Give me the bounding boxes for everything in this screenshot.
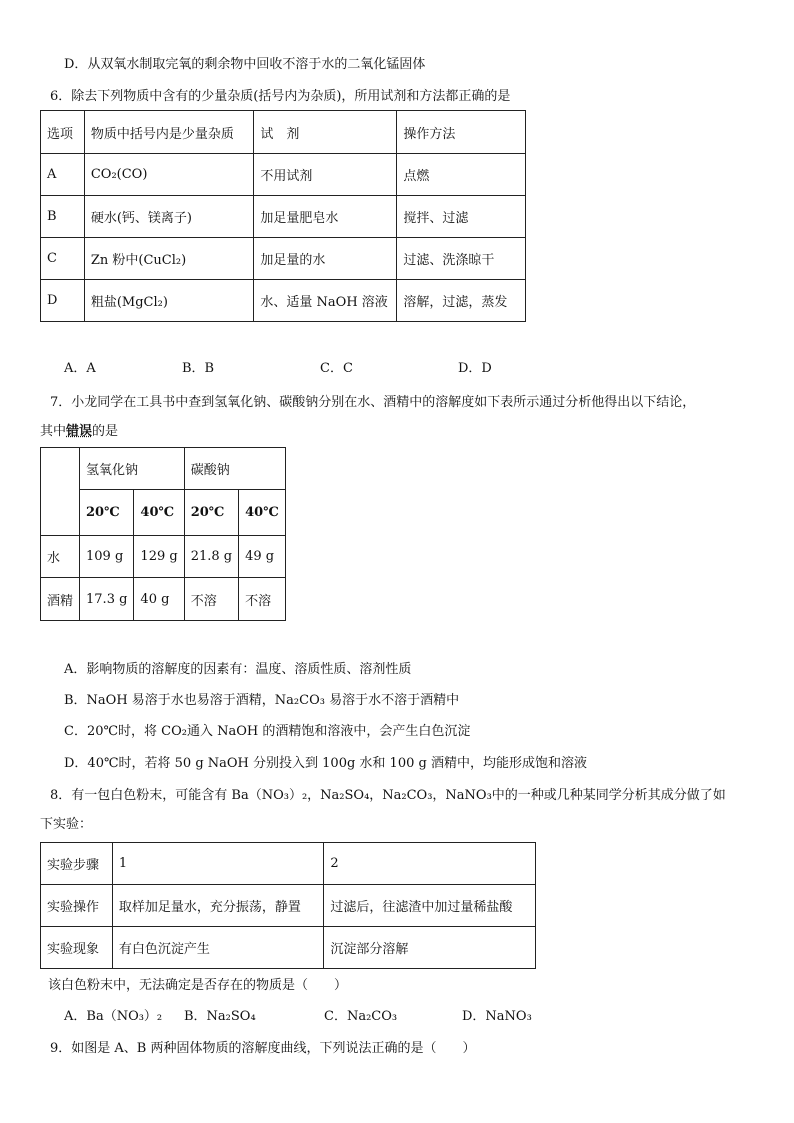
table-header-row xyxy=(41,111,526,154)
table-row xyxy=(41,885,536,927)
table-cell: 1 xyxy=(112,843,324,885)
table-cell: 49 g xyxy=(239,536,286,578)
table-cell: 硬水(钙、镁离子) xyxy=(84,196,254,238)
q7-option-a[interactable]: A．影响物质的溶解度的因素有：温度、溶质性质、溶剂性质 xyxy=(64,662,412,677)
table-cell: D xyxy=(41,280,85,322)
header-cell: 物质中括号内是少量杂质 xyxy=(84,111,254,154)
table-cell: 沉淀部分溶解 xyxy=(324,927,536,969)
header-cell: 试 剂 xyxy=(254,111,397,154)
table-row xyxy=(41,280,526,322)
temp-header: 20℃ xyxy=(80,490,134,536)
q7-option-b[interactable]: B．NaOH 易溶于水也易溶于酒精，Na₂CO₃ 易溶于水不溶于酒精中 xyxy=(64,693,460,708)
table-row xyxy=(41,238,526,280)
group-header: 碳酸钠 xyxy=(184,448,285,490)
q8-options xyxy=(64,1008,532,1026)
option-d[interactable]: D．D xyxy=(458,361,492,376)
q7-stem-prefix: 其中 xyxy=(40,424,67,439)
header-cell: 选项 xyxy=(41,111,85,154)
table-cell: 不溶 xyxy=(239,578,286,621)
table-cell: 129 g xyxy=(134,536,184,578)
table-cell: 21.8 g xyxy=(184,536,238,578)
table-cell: C xyxy=(41,238,85,280)
table-cell: 17.3 g xyxy=(80,578,134,621)
q6-options xyxy=(64,360,492,378)
table-cell: 实验现象 xyxy=(41,927,113,969)
temp-header: 40℃ xyxy=(134,490,184,536)
option-c[interactable]: C．C xyxy=(320,361,353,376)
table-cell: Zn 粉中(CuCl₂) xyxy=(84,238,254,280)
option-d[interactable]: D．NaNO₃ xyxy=(462,1009,532,1024)
table-row xyxy=(41,843,536,885)
q9-stem: 9．如图是 A、B 两种固体物质的溶解度曲线，下列说法正确的是（ ） xyxy=(50,1041,476,1056)
q7-table xyxy=(40,447,286,621)
table-cell: 40 g xyxy=(134,578,184,621)
table-cell: 搅拌、过滤 xyxy=(397,196,526,238)
row-label: 酒精 xyxy=(41,578,80,621)
table-cell: 加足量的水 xyxy=(254,238,397,280)
temp-header: 40℃ xyxy=(239,490,286,536)
option-b[interactable]: B．B xyxy=(182,361,215,376)
q7-option-c[interactable]: C．20℃时，将 CO₂通入 NaOH 的酒精饱和溶液中，会产生白色沉淀 xyxy=(64,724,471,739)
option-c[interactable]: C．Na₂CO₃ xyxy=(324,1009,398,1024)
q6-table xyxy=(40,110,526,322)
table-cell: 过滤、洗涤晾干 xyxy=(397,238,526,280)
table-row xyxy=(41,154,526,196)
table-row xyxy=(41,196,526,238)
table-cell: 有白色沉淀产生 xyxy=(112,927,324,969)
table-cell: 实验操作 xyxy=(41,885,113,927)
q8-question: 该白色粉末中，无法确定是否存在的物质是（ ） xyxy=(48,978,348,993)
q5-option-d: D．从双氧水制取完氧的剩余物中回收不溶于水的二氧化锰固体 xyxy=(64,57,426,72)
table-row xyxy=(41,927,536,969)
table-cell: B xyxy=(41,196,85,238)
table-cell: 实验步骤 xyxy=(41,843,113,885)
row-label: 水 xyxy=(41,536,80,578)
option-b[interactable]: B．Na₂SO₄ xyxy=(184,1009,256,1024)
table-cell: CO₂(CO) xyxy=(84,154,254,196)
q8-stem-line1: 8．有一包白色粉末，可能含有 Ba（NO₃）₂，Na₂SO₄，Na₂CO₃，NaNO₃中的一种或几种某同学分析其成分做了如 xyxy=(50,788,726,803)
table-row xyxy=(41,578,286,621)
table-cell: A xyxy=(41,154,85,196)
q6-stem: 6．除去下列物质中含有的少量杂质(括号内为杂质)，所用试剂和方法都正确的是 xyxy=(50,89,511,104)
table-cell: 过滤后，往滤渣中加过量稀盐酸 xyxy=(324,885,536,927)
option-a[interactable]: A．A xyxy=(64,361,96,376)
corner-cell xyxy=(41,448,80,536)
table-cell: 溶解，过滤，蒸发 xyxy=(397,280,526,322)
table-cell: 不用试剂 xyxy=(254,154,397,196)
table-cell: 不溶 xyxy=(184,578,238,621)
temp-header: 20℃ xyxy=(184,490,238,536)
table-cell: 109 g xyxy=(80,536,134,578)
table-cell: 点燃 xyxy=(397,154,526,196)
q7-stem-line2 xyxy=(40,423,118,441)
table-cell: 取样加足量水，充分振荡，静置 xyxy=(112,885,324,927)
table-cell: 粗盐(MgCl₂) xyxy=(84,280,254,322)
q7-stem-emphasis: 错误 xyxy=(66,424,93,439)
table-cell: 水、适量 NaOH 溶液 xyxy=(254,280,397,322)
q8-stem-line2: 下实验： xyxy=(40,817,93,832)
q7-option-d[interactable]: D．40℃时，若将 50 g NaOH 分别投入到 100g 水和 100 g 酒精中，均能形成饱和溶液 xyxy=(64,756,587,771)
table-cell: 2 xyxy=(324,843,536,885)
q7-stem-suffix: 的是 xyxy=(92,424,119,439)
group-header: 氢氧化钠 xyxy=(80,448,185,490)
table-row xyxy=(41,536,286,578)
q8-table xyxy=(40,842,536,969)
header-cell: 操作方法 xyxy=(397,111,526,154)
table-cell: 加足量肥皂水 xyxy=(254,196,397,238)
option-a[interactable]: A．Ba（NO₃）₂ xyxy=(64,1009,163,1024)
q7-stem-line1: 7．小龙同学在工具书中查到氢氧化钠、碳酸钠分别在水、酒精中的溶解度如下表所示通过分析他得出以下结论， xyxy=(50,395,696,410)
